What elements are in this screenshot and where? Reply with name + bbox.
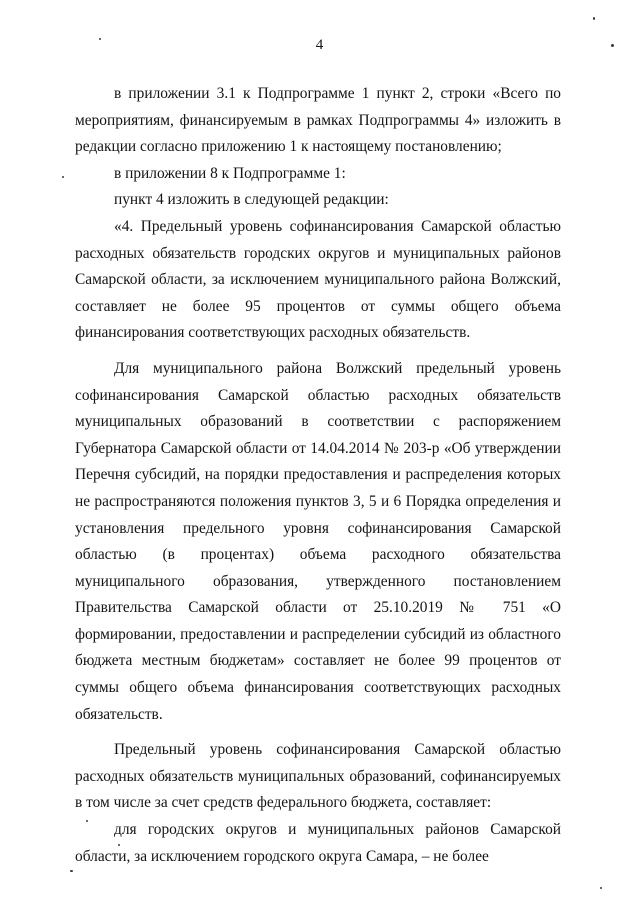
scan-speck	[118, 844, 120, 846]
paragraph-point-4-text: «4. Предельный уровень софинансирования Самарской областью расходных обязательств городских округов и муниципальных районов Самарской области, за исключением муниципального района Волжский, составляет не более 95 процентов от суммы общего объема финансирования соответствующих расходных обязательств.	[75, 217, 561, 342]
scan-speck	[593, 17, 595, 20]
scan-speck	[600, 887, 602, 889]
paragraph-city-districts: для городских округов и муниципальных районов Самарской области, за исключением городского округа Самара, – не более	[75, 821, 561, 865]
scan-speck	[611, 44, 614, 47]
paragraph-appendix-8: в приложении 8 к Подпрограмме 1:	[114, 164, 346, 182]
paragraph-appendix-3-1: в приложении 3.1 к Подпрограмме 1 пункт 2, строки «Всего по мероприятиям, финансируемым в рамках Подпрограммы 4» изложить в редакции согласно приложению 1 к настоящему постановлению;	[75, 85, 561, 156]
scan-speck	[99, 38, 101, 40]
document-body	[75, 81, 561, 870]
paragraph-point-4-intro: пункт 4 изложить в следующей редакции:	[114, 191, 389, 209]
scan-speck	[70, 870, 73, 872]
paragraph-volzhsky: Для муниципального района Волжский предельный уровень софинансирования Самарской областью расходных обязательств муниципальных образований в соответствии с распоряжением Губернатора Самарской области от 14.04.2014 № 203-р «Об утверждении Перечня субсидий, на порядки предоставления и распределения которых не распространяются положения пунктов 3, 5 и 6 Порядка определения и установления предельного уровня софинансирования Самарской областью (в процентах) объема расходного обязательства муниципального образования, утвержденного постановлением Правительства Самарской области от 25.10.2019 № 751 «О формировании, предоставлении и распределении субсидий из областного бюджета местным бюджетам» составляет не более 99 процентов от суммы общего объема финансирования соответствующих расходных обязательств.	[75, 359, 561, 723]
paragraph-federal-cofinancing: Предельный уровень софинансирования Самарской областью расходных обязательств муниципальных образований, софинансируемых в том числе за счет средств федерального бюджета, составляет:	[75, 741, 561, 812]
scan-speck	[62, 176, 64, 178]
page-number: 4	[315, 37, 324, 53]
scan-speck	[86, 820, 88, 822]
